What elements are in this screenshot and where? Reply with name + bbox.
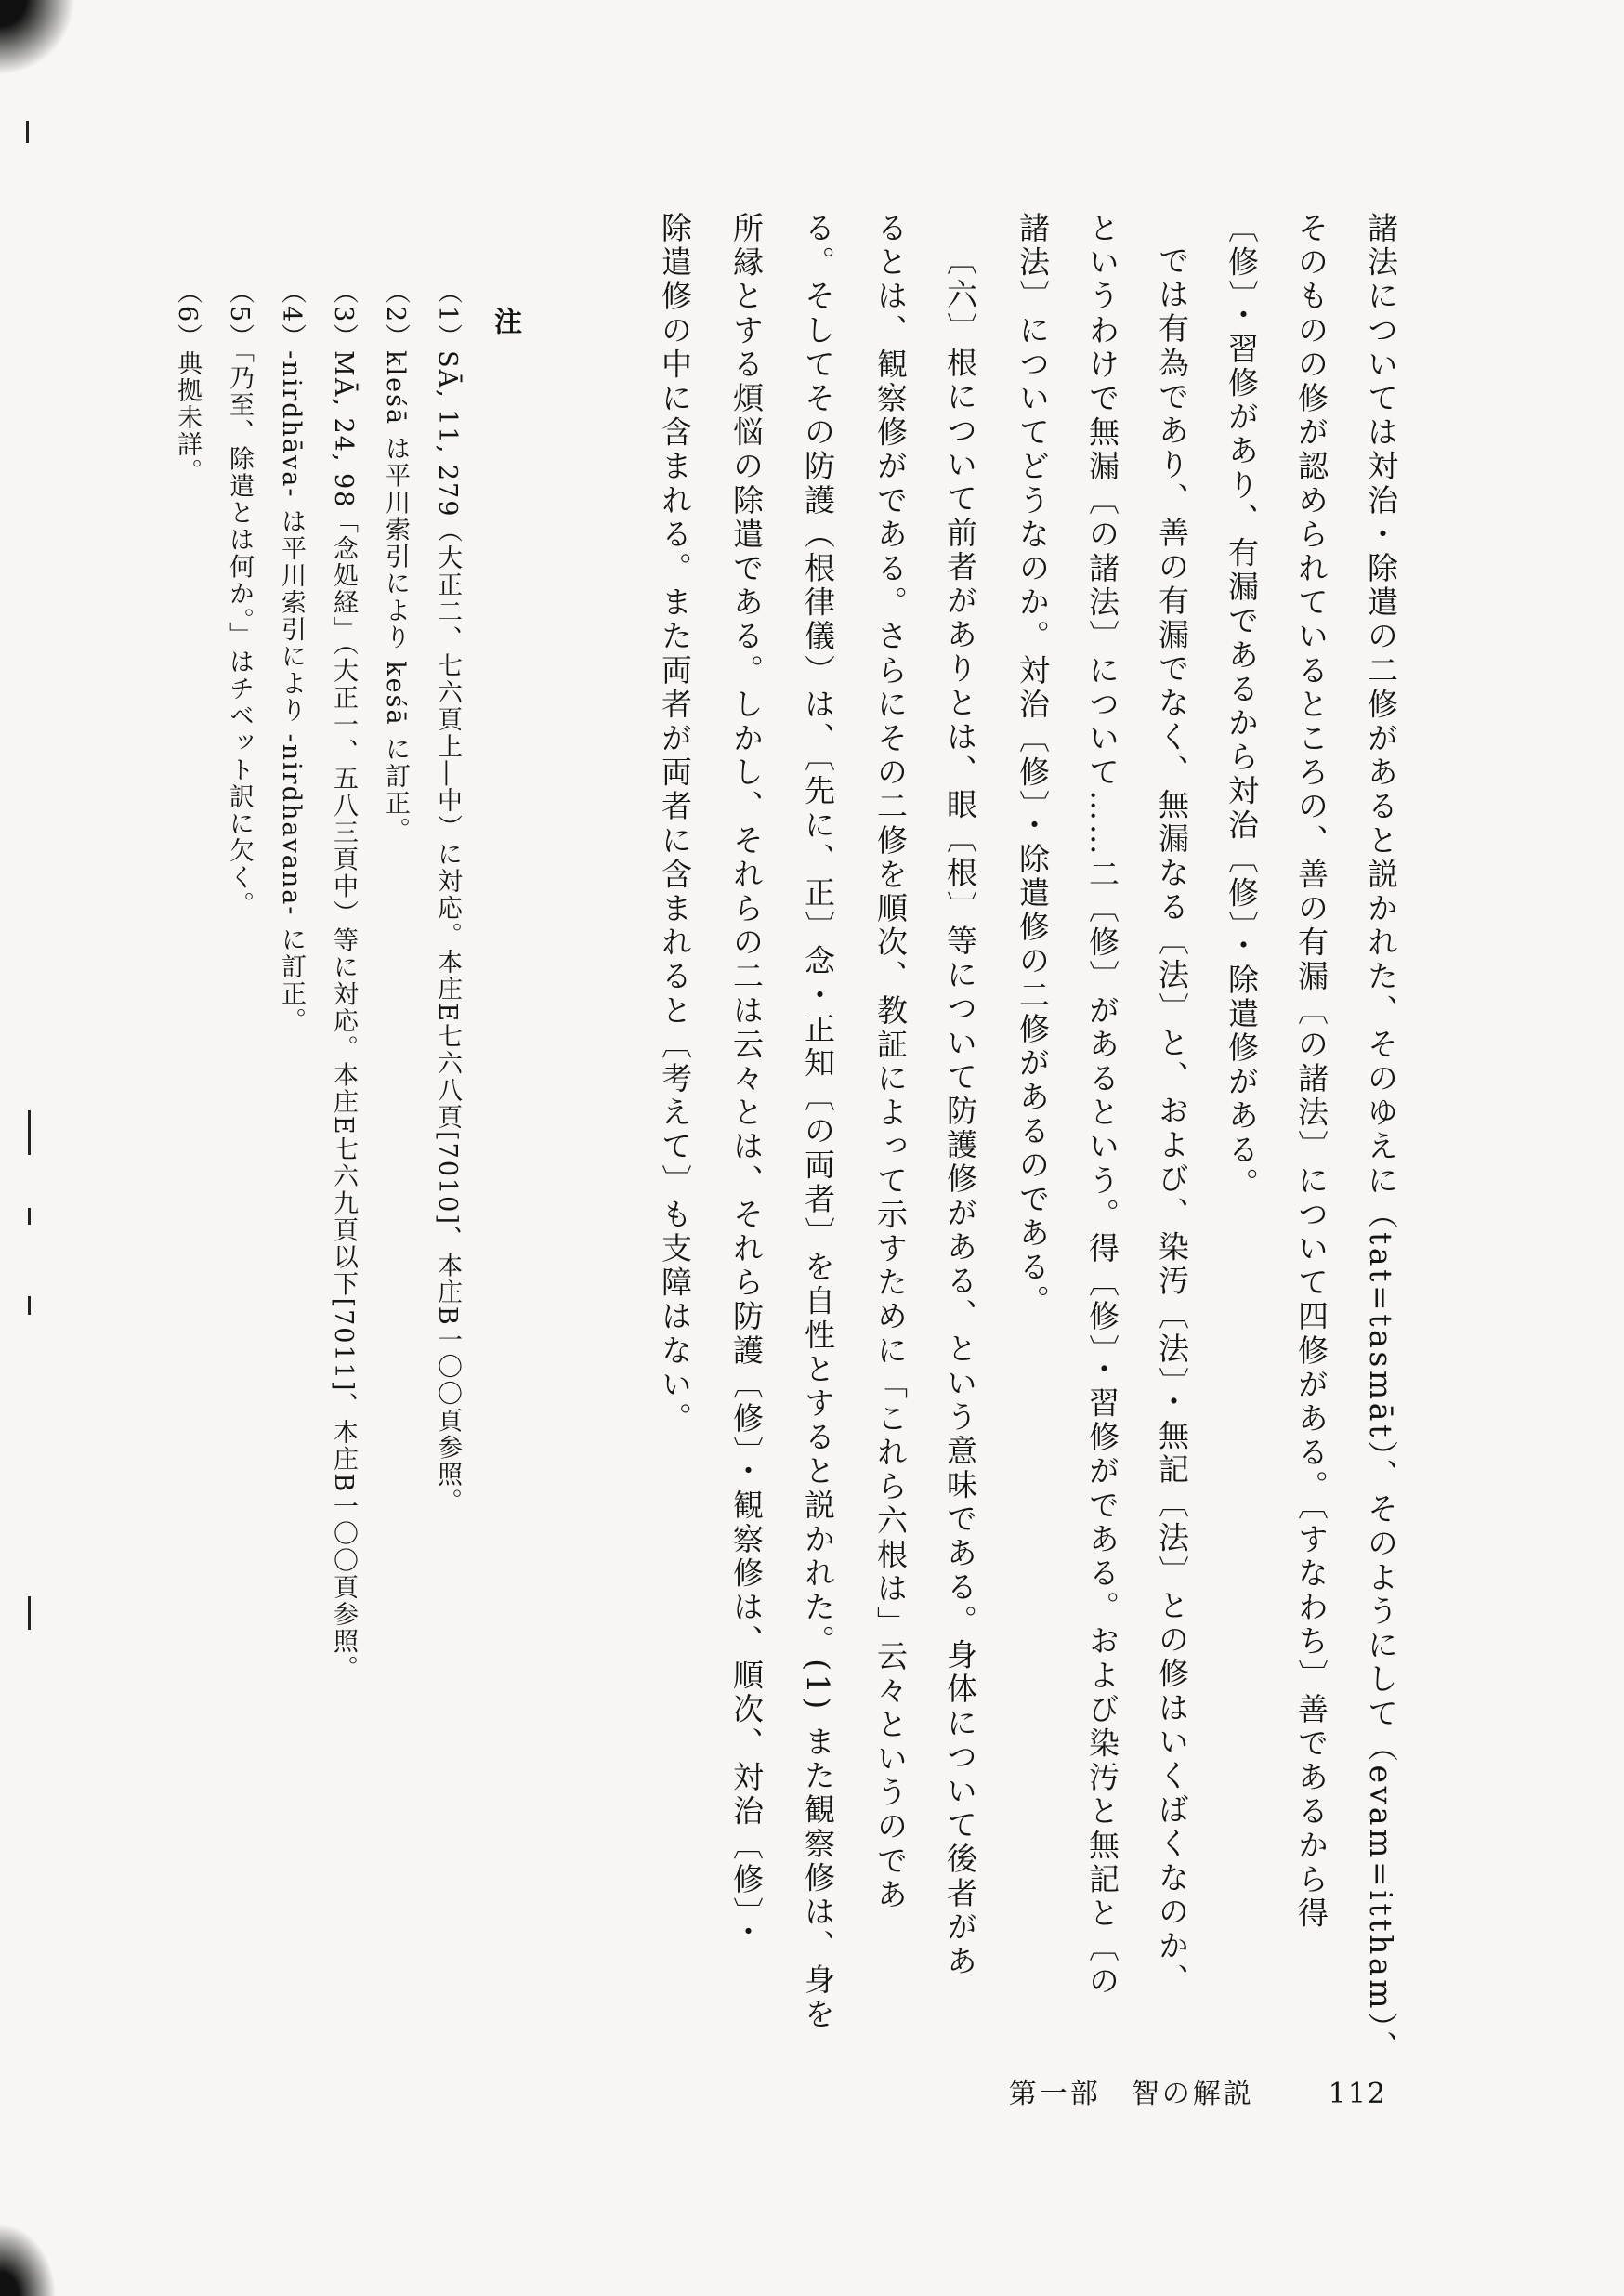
note-item: （1）SĀ, 11, 279（大正二、七六頁上―中）に対応。本庄E七六八頁[7010]、本庄B一〇〇頁参照。 [433,279,462,1515]
section-title: 第一部 智の解説 [1008,2078,1254,2110]
scan-edge-mark [28,1296,31,1315]
note-item: （4）-nirdhāva- は平川索引により -nirdhavana- に訂正。 [277,279,306,1035]
scan-edge-mark [28,1596,31,1630]
page-number: 112 [1328,2078,1387,2110]
text-line: 〔修〕・習修があり、有漏であるから対治〔修〕・除遣修がある。 [1224,212,1260,1201]
scan-shadow-bottom-left [0,2212,65,2296]
notes-heading: 注 [489,307,521,335]
text-line: では有為であり、善の有漏でなく、無漏なる〔法〕と、および、染汚〔法〕・無記〔法〕との修はいくばくなのか、 [1154,244,1190,1998]
text-line: 諸法〕についてどうなのか。対治〔修〕・除遣修の二修があるのである。 [1015,212,1051,1319]
text-line: 除遣修の中に含まれる。また両者が両者に含まれると〔考えて〕も支障はない。 [657,212,693,1437]
text-line: る。そしてその防護（根律儀）は、〔先に、正〕念・正知〔の両者〕を自性とすると説かれた。(1) また観察修は、身を [800,212,836,2032]
scan-shadow-top-left [0,0,111,112]
note-item: （6）典拠未詳。 [173,279,202,486]
text-line: 〔六〕根について前者がありとは、眼〔根〕等について防護修がある、という意味である。身体について後者があ [942,244,978,1979]
scan-edge-mark [28,1208,31,1225]
scan-edge-mark [28,1110,31,1155]
text-line: 諸法については対治・除遣の二修があると説かれた、そのゆえに（tat=tasmāt）、そのようにして（evam=ittham）、 [1363,212,1399,2065]
scan-edge-mark [26,121,29,143]
note-item: （3）MĀ, 24, 98「念処経」（大正一、五八三頁中）等に対応。本庄E七六九頁以下[7011]、本庄B一〇〇頁参照。 [329,279,358,1683]
note-item: （2）kleśā は平川索引により keśā に訂正。 [381,279,410,845]
text-line: というわけで無漏〔の諸法〕について……二〔修〕があるという。得〔修〕・習修がである。および染汚と無記と〔の [1084,212,1120,2000]
text-line: るとは、観察修がである。さらにその二修を順次、教証によって示すために「これら六根は」云々というのであ [872,212,909,1912]
running-header [1009,2070,1387,2111]
text-line: 所縁とする煩悩の除遣である。しかし、それらの二は云々とは、それら防護〔修〕・観察修は、順次、対治〔修〕・ [728,212,765,1950]
text-line: そのものの修が認められているところの、善の有漏〔の諸法〕について四修がある。〔すなわち〕善であるから得 [1293,212,1329,1932]
note-item: （5）「乃至、除遣とは何か。」はチベット訳に欠く。 [225,279,254,919]
